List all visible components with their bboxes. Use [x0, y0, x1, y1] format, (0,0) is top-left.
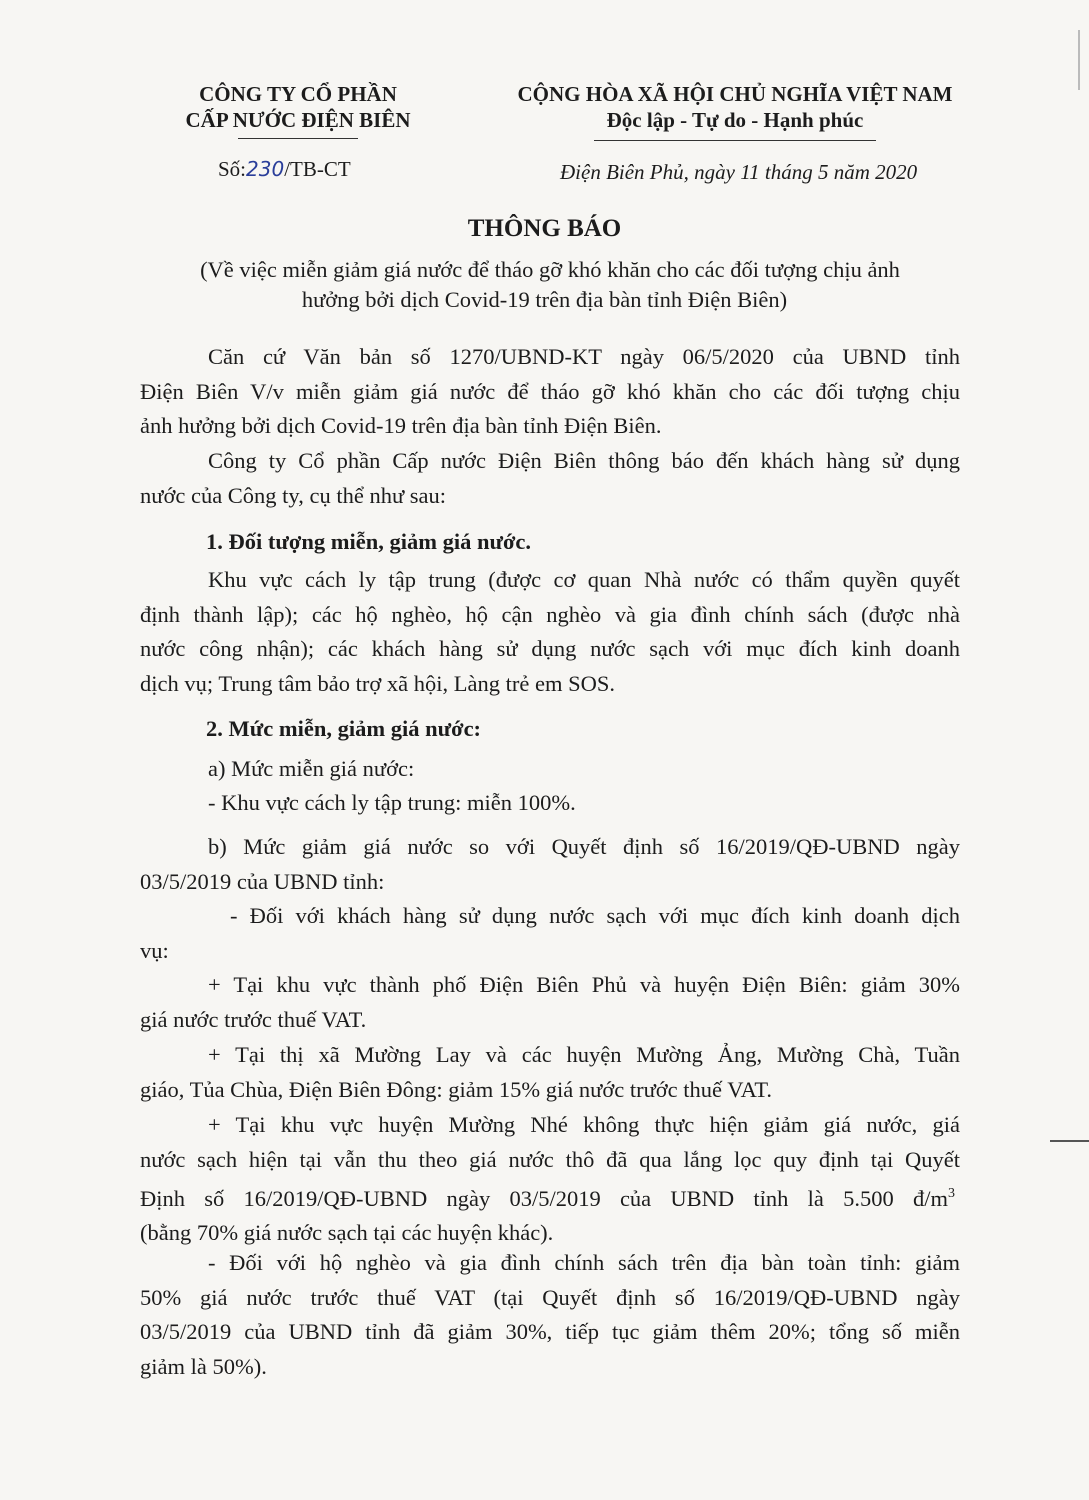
text-line: dịch vụ; Trung tâm bảo trợ xã hội, Làng trẻ em SOS. [140, 670, 615, 696]
paragraph-business-customers [140, 899, 960, 968]
text-line: ảnh hưởng bởi dịch Covid-19 trên địa bàn tỉnh Điện Biên. [140, 413, 662, 438]
paragraph-announcement [140, 444, 960, 513]
org-name-line2: CẤP NƯỚC ĐIỆN BIÊN [185, 108, 411, 132]
text-line: Công ty Cổ phần Cấp nước Điện Biên thông báo đến khách hàng sử dụng [208, 448, 960, 473]
section-heading-1: 1. Đối tượng miễn, giảm giá nước. [206, 529, 532, 554]
text-line: nước của Công ty, cụ thể như sau: [140, 482, 447, 508]
text-line: 03/5/2019 của UBND tỉnh đã giảm 30%, tiếp tục giảm thêm 20%; tổng số miễn [140, 1319, 960, 1344]
doc-subtitle-line1: (Về việc miễn giảm giá nước để tháo gỡ khó khăn cho các đối tượng chịu ảnh [200, 257, 900, 282]
scan-edge-mark [1078, 30, 1080, 90]
doc-subtitle-line2: hưởng bởi dịch Covid-19 trên địa bàn tỉnh Điện Biên) [301, 287, 788, 312]
place-date: Điện Biên Phủ, ngày 11 tháng 5 năm 2020 [560, 160, 918, 184]
doc-number [218, 152, 351, 187]
doc-number-handwritten: 230 [246, 157, 285, 181]
org-name-line1: CÔNG TY CỔ PHẦN [199, 82, 397, 106]
text-line: - Đối với khách hàng sử dụng nước sạch với mục đích kinh doanh dịch [230, 903, 960, 928]
text-line: nước công nhận); các khách hàng sử dụng nước sạch với mục đích kinh doanh [140, 636, 960, 661]
text-line: giảm là 50%). [140, 1353, 267, 1379]
paragraph-dien-bien-phu [140, 968, 960, 1037]
paragraph-legal-basis [140, 340, 960, 444]
section-heading-2: 2. Mức miễn, giảm giá nước: [206, 716, 482, 741]
text-line: 50% giá nước trước thuế VAT (tại Quyết định số 16/2019/QĐ-UBND ngày [140, 1284, 960, 1310]
nation-underline [594, 140, 876, 141]
item-a-detail: - Khu vực cách ly tập trung: miễn 100%. [208, 790, 576, 815]
item-a-heading: a) Mức miễn giá nước: [208, 756, 415, 781]
text-line: + Tại thị xã Mường Lay và các huyện Mường Ảng, Mường Chà, Tuần [208, 1042, 960, 1067]
paragraph-subjects [140, 563, 960, 701]
doc-number-prefix: Số: [218, 157, 247, 181]
text-line: vụ: [140, 937, 169, 963]
org-underline [238, 138, 358, 139]
text-line: Định số 16/2019/QĐ-UBND ngày 03/5/2019 của UBND tỉnh là 5.500 đ/m [140, 1185, 948, 1211]
paragraph-b [140, 830, 960, 899]
doc-title: THÔNG BÁO [467, 215, 622, 242]
text-line: + Tại khu vực thành phố Điện Biên Phủ và huyện Điện Biên: giảm 30% [208, 972, 960, 997]
unit-superscript: 3 [948, 1186, 955, 1201]
text-line: Điện Biên V/v miễn giảm giá nước để tháo gỡ khó khăn cho các đối tượng chịu [140, 378, 960, 404]
paragraph-poor-households [140, 1246, 960, 1384]
text-line: 03/5/2019 của UBND tỉnh: [140, 868, 385, 894]
scan-edge-mark [1050, 1140, 1089, 1142]
text-line: định thành lập); các hộ nghèo, hộ cận nghèo và gia đình chính sách (được nhà [140, 601, 960, 627]
text-line: - Đối với hộ nghèo và gia đình chính sách trên địa bàn toàn tỉnh: giảm [208, 1250, 960, 1275]
text-line: Căn cứ Văn bản số 1270/UBND-KT ngày 06/5/2020 của UBND tỉnh [208, 344, 960, 369]
paragraph-muong-nhe [140, 1108, 960, 1251]
text-line: giáo, Tủa Chùa, Điện Biên Đông: giảm 15% giá nước trước thuế VAT. [140, 1076, 773, 1102]
nation-line1: CỘNG HÒA XÃ HỘI CHỦ NGHĨA VIỆT NAM [517, 82, 953, 106]
doc-number-suffix: /TB-CT [284, 157, 351, 181]
text-line: nước sạch hiện tại vẫn thu theo giá nước thô đã qua lắng lọc quy định tại Quyết [140, 1146, 960, 1172]
text-line-with-unit [140, 1177, 960, 1216]
text-line: Khu vực cách ly tập trung (được cơ quan Nhà nước có thẩm quyền quyết [208, 567, 960, 592]
text-line: giá nước trước thuế VAT. [140, 1006, 367, 1032]
text-line: b) Mức giảm giá nước so với Quyết định số 16/2019/QĐ-UBND ngày [208, 834, 960, 859]
text-line: + Tại khu vực huyện Mường Nhé không thực hiện giảm giá nước, giá [208, 1112, 960, 1137]
text-line: (bằng 70% giá nước sạch tại các huyện khác). [140, 1220, 554, 1245]
nation-motto: Độc lập - Tự do - Hạnh phúc [606, 108, 864, 132]
paragraph-muong-lay [140, 1038, 960, 1107]
